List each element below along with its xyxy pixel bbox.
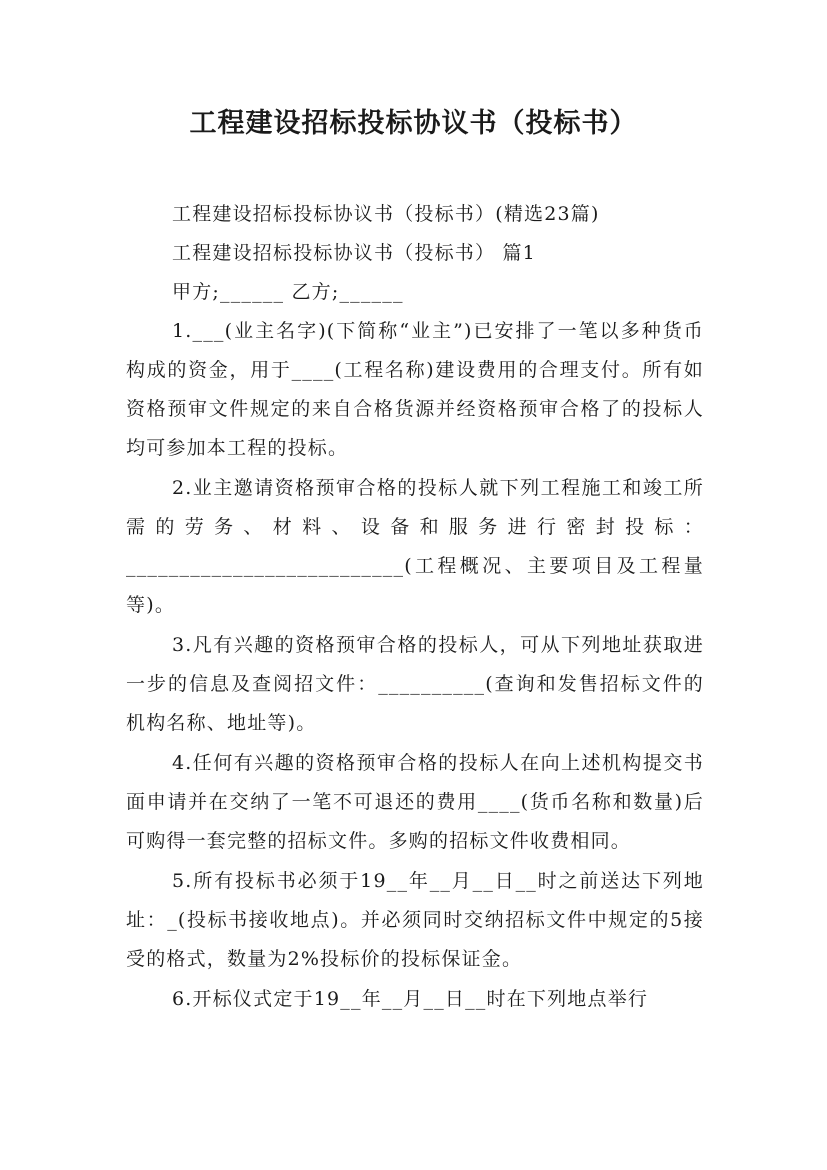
paragraph-1: 1.___(业主名字)(下简称“业主”)已安排了一笔以多种货币构成的资金，用于____(工程名称)建设费用的合理支付。所有如资格预审文件规定的来自合格货源并经资格预审合格了的投标人均可参加本工程的投标。 bbox=[126, 320, 704, 459]
paragraph-5: 5.所有投标书必须于19__年__月__日__时之前送达下列地址：_(投标书接收地点)。并必须同时交纳招标文件中规定的5接受的格式，数量为2%投标价的投标保证金。 bbox=[126, 870, 704, 970]
paragraph-2: 2.业主邀请资格预审合格的投标人就下列工程施工和竣工所需的劳务、材料、设备和服务进行密封投标：__________________________(工程概况、主要项目及工程量等)。 bbox=[126, 477, 704, 616]
document-body bbox=[126, 195, 704, 1020]
parties-line: 甲方;______ 乙方;______ bbox=[172, 281, 404, 303]
section-heading: 工程建设招标投标协议书（投标书） 篇1 bbox=[172, 242, 536, 264]
paragraph-6: 6.开标仪式定于19__年__月__日__时在下列地点举行 bbox=[172, 988, 649, 1010]
paragraph-4: 4.任何有兴趣的资格预审合格的投标人在向上述机构提交书面申请并在交纳了一笔不可退还的费用____(货币名称和数量)后可购得一套完整的招标文件。多购的招标文件收费相同。 bbox=[126, 752, 704, 852]
paragraph-3: 3.凡有兴趣的资格预审合格的投标人，可从下列地址获取进一步的信息及查阅招文件：__________(查询和发售招标文件的机构名称、地址等)。 bbox=[126, 634, 704, 734]
document-title: 工程建设招标投标协议书（投标书） bbox=[189, 108, 638, 139]
document-subtitle: 工程建设招标投标协议书（投标书）(精选23篇) bbox=[172, 203, 600, 225]
